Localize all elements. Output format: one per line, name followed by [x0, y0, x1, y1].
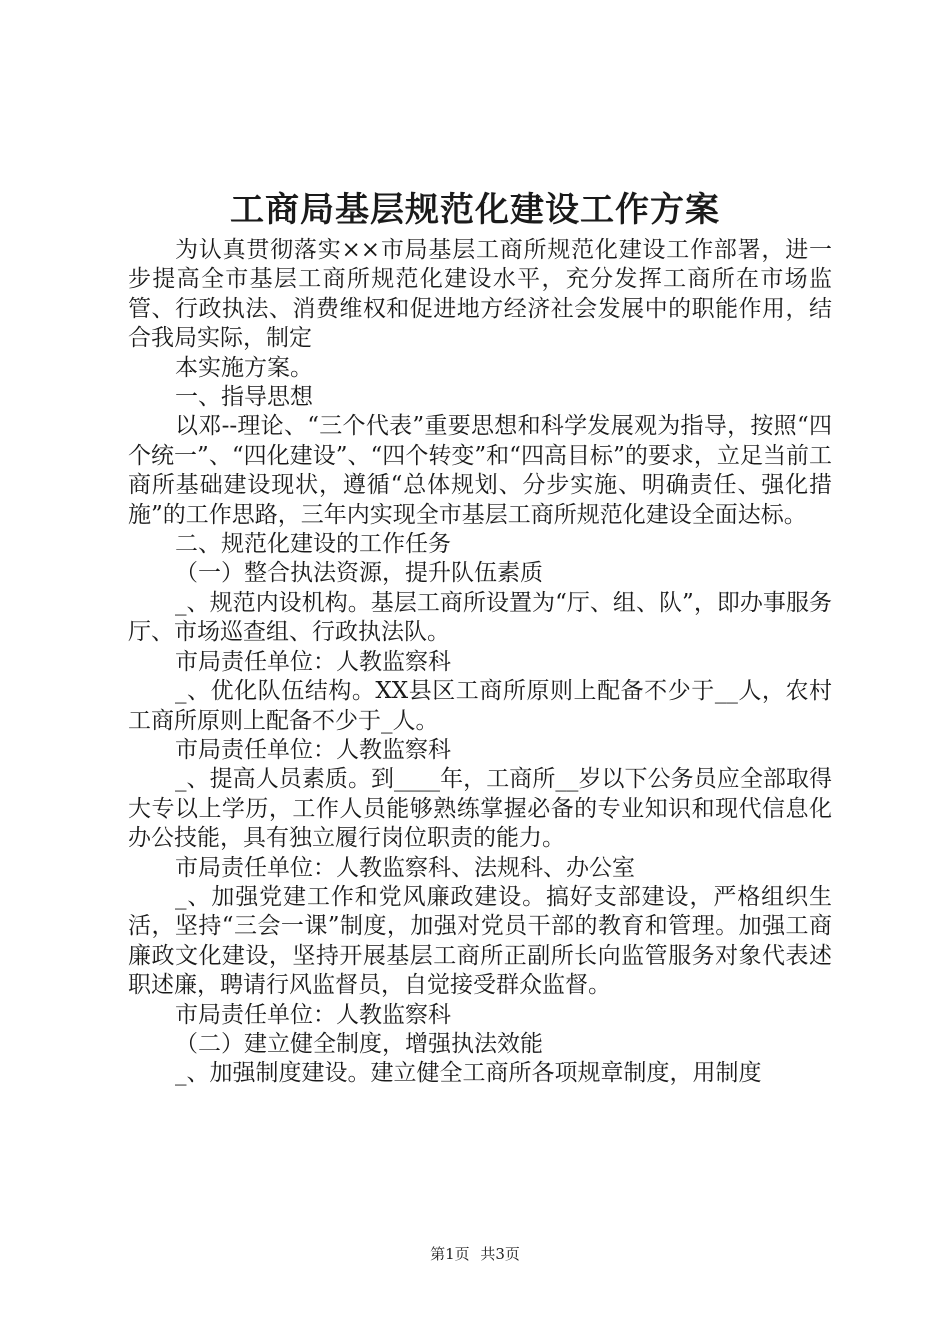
responsible-unit: 市局责任单位：人教监察科: [175, 648, 451, 675]
paragraph: _、提高人员素质。到____年，工商所__岁以下公务员应全部取得大专以上学历，工作人员能够熟练掌握必备的专业知识和现代信息化办公技能，具有独立履行岗位职责的能力。: [128, 766, 832, 852]
subsection-heading: （一）整合执法资源，提升队伍素质: [175, 560, 543, 587]
page-number: 第1页: [430, 1245, 470, 1263]
responsible-unit: 市局责任单位：人教监察科: [175, 736, 451, 763]
paragraph: _、加强制度建设。建立健全工商所各项规章制度，用制度: [175, 1060, 762, 1087]
paragraph: _、优化队伍结构。XX县区工商所原则上配备不少于__人，农村工商所原则上配备不少于_人。: [128, 678, 832, 734]
paragraph: _、规范内设机构。基层工商所设置为“厅、组、队”，即办事服务厅、市场巡查组、行政执法队。: [128, 589, 832, 646]
section-heading: 一、指导思想: [175, 384, 313, 411]
document-title: 工商局基层规范化建设工作方案: [230, 190, 720, 230]
page-total: 共3页: [480, 1245, 520, 1263]
responsible-unit: 市局责任单位：人教监察科: [175, 1001, 451, 1028]
page-footer: [0, 1244, 950, 1264]
document-body: [128, 236, 832, 1089]
section-heading: 二、规范化建设的工作任务: [175, 531, 451, 558]
responsible-unit: 市局责任单位：人教监察科、法规科、办公室: [175, 854, 635, 881]
paragraph: 本实施方案。: [175, 354, 313, 381]
paragraph: 为认真贯彻落实××市局基层工商所规范化建设工作部署，进一步提高全市基层工商所规范化建设水平，充分发挥工商所在市场监管、行政执法、消费维权和促进地方经济社会发展中的职能作用，结合我局实际，制定: [128, 237, 832, 352]
subsection-heading: （二）建立健全制度，增强执法效能: [175, 1030, 543, 1057]
paragraph: _、加强党建工作和党风廉政建设。搞好支部建设，严格组织生活，坚持“三会一课”制度，加强对党员干部的教育和管理。加强工商廉政文化建设，坚持开展基层工商所正副所长向监管服务对象代表述职述廉，聘请行风监督员，自觉接受群众监督。: [128, 883, 832, 999]
paragraph: 以邓--理论、“三个代表”重要思想和科学发展观为指导，按照“四个统一”、“四化建设”、“四个转变”和“四高目标”的要求，立足当前工商所基础建设现状，遵循“总体规划、分步实施、明确责任、强化措施”的工作思路，三年内实现全市基层工商所规范化建设全面达标。: [128, 413, 832, 528]
